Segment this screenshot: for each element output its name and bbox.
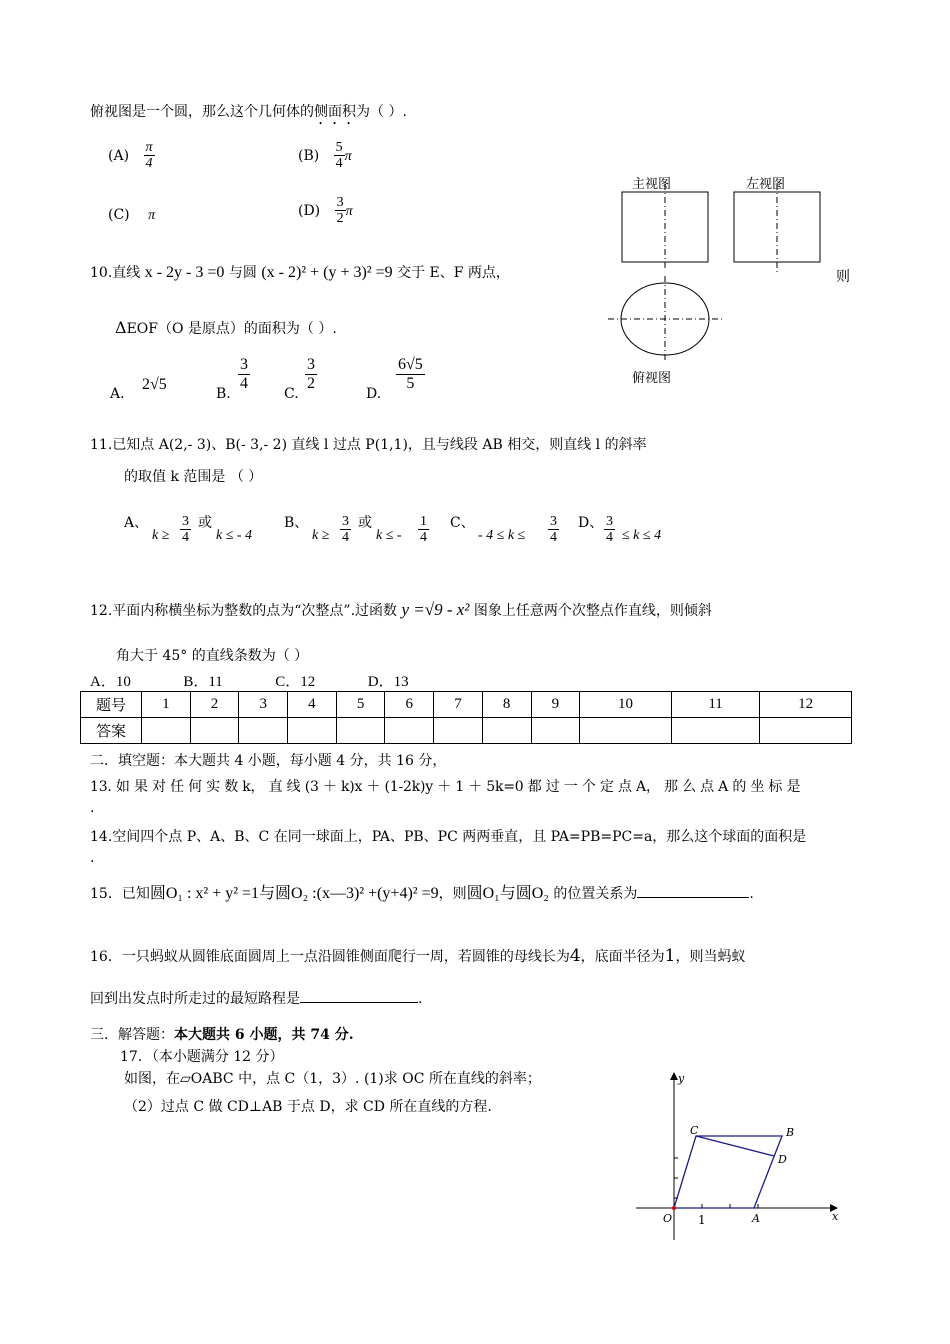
frac-den: 5 — [406, 374, 415, 392]
q12-function: y =√9 - x² — [401, 600, 470, 619]
q10-option-b-fraction — [238, 356, 250, 392]
q12-line2: 角大于 45° 的直线条数为（ ） — [116, 648, 309, 664]
q9-text: 俯视图是一个圆，那么这个几何体的 — [90, 104, 314, 120]
q10-prefix: 10.直线 — [90, 265, 141, 281]
q15-line — [90, 880, 754, 903]
origin-point — [672, 1206, 676, 1210]
q9-line — [90, 101, 407, 128]
q11-option-b-or: 或 — [358, 515, 372, 531]
q11-option-d-label: D、 — [578, 515, 604, 531]
q11-option-b-label: B、 — [284, 515, 309, 531]
q10-option-a-value: 2√5 — [142, 376, 167, 393]
q11-option-a-label: A、 — [124, 515, 149, 531]
q11-line2: 的取值 k 范围是 （ ） — [124, 469, 263, 485]
answer-cell[interactable] — [142, 718, 191, 744]
table-row-label: 答案 — [81, 718, 142, 744]
frac-num: 3 — [550, 514, 557, 529]
q16-line2 — [90, 988, 422, 1008]
q9-option-c — [108, 207, 155, 224]
q9-option-d-tail: π — [345, 203, 353, 219]
answer-cell[interactable] — [580, 718, 672, 744]
frac-num: 3 — [342, 514, 349, 529]
q15-mid: ，则 — [438, 886, 467, 902]
answer-cell[interactable] — [336, 718, 385, 744]
q9-emphasis: 侧面积 — [314, 104, 356, 120]
q11-option-b-pre: k ≥ — [312, 528, 330, 543]
q13-text: 13. 如 果 对 任 何 实 数 k， 直 线 (3 ＋ k)x ＋ (1-2k)y ＋ 1 ＋ 5k=0 都 过 一 个 定 点 A， 那 么 点 A 的 坐 标 是 — [90, 779, 801, 795]
q10-line1 — [90, 262, 510, 282]
q9-option-d — [298, 195, 353, 227]
q11-line1: 11.已知点 A(2,- 3)、B(- 3,- 2) 直线 l 过点 P(1,1)，且与线段 AB 相交，则直线 l 的斜率 — [90, 437, 647, 453]
frac-den: 4 — [182, 530, 189, 546]
frac-num: 3 — [307, 356, 315, 373]
q16-value-2: 1 — [664, 946, 676, 966]
q12-options: A．10 B．11 C．12 D．13 — [90, 674, 409, 690]
answer-cell[interactable] — [760, 718, 852, 744]
frac-num: 1 — [420, 514, 427, 529]
q9-tail: 为（ ）. — [356, 104, 407, 120]
q16-answer-blank[interactable] — [300, 1002, 418, 1003]
answer-cell[interactable] — [671, 718, 760, 744]
q9-option-b-label: (B) — [298, 147, 320, 164]
q11-option-d-tail: ≤ k ≤ 4 — [622, 528, 662, 543]
frac-den: 4 — [240, 374, 248, 392]
frac-den: 4 — [420, 530, 427, 546]
frac-num: 3 — [336, 195, 344, 210]
q9-option-b-tail: π — [344, 148, 352, 164]
label-a: A — [752, 1212, 760, 1225]
label-o: O — [663, 1212, 673, 1225]
q17-line1: 如图，在▱OABC 中，点 C（1，3）. (1)求 OC 所在直线的斜率； — [124, 1071, 541, 1087]
q15-expression2: 圆O₁与圆O₂ — [466, 885, 549, 902]
label-one: 1 — [698, 1213, 706, 1227]
q10-delta: Δ — [115, 318, 127, 337]
answer-cell[interactable] — [482, 718, 531, 744]
q12-line1-tail: 图象上任意两个次整点作直线，则倾斜 — [473, 603, 712, 619]
q16-line2-text: 回到出发点时所走过的最短路程是 — [90, 991, 300, 1007]
segment-cd — [696, 1136, 774, 1156]
q16-end: . — [418, 991, 423, 1007]
q11-option-c-label: C、 — [450, 515, 475, 531]
answer-cell[interactable] — [531, 718, 580, 744]
frac-num: 5 — [335, 140, 343, 155]
label-b: B — [786, 1126, 795, 1139]
frac-num: 3 — [182, 514, 189, 529]
q10-option-a-label: A. — [110, 386, 125, 402]
q9-option-c-label: (C) — [108, 207, 130, 223]
q11-option-a-pre: k ≥ — [152, 528, 170, 543]
q15-prefix: 15．已知 — [90, 886, 150, 902]
q10-option-d-label: D. — [366, 386, 382, 402]
table-header-cell: 2 — [190, 692, 239, 718]
q10-option-c-fraction — [305, 356, 317, 392]
q10-line2-text: EOF（O 是原点）的面积为（ ）. — [126, 321, 337, 337]
table-header-cell: 3 — [239, 692, 288, 718]
q14-text: 14.空间四个点 P、A、B、C 在同一球面上，PA、PB、PC 两两垂直，且 PA=PB=PC=a，那么这个球面的面积是 — [90, 829, 807, 845]
label-d: D — [778, 1153, 787, 1166]
q10-circle-equation: (x - 2)² + (y + 3)² =9 — [261, 264, 393, 281]
q10-mid: 与圆 — [228, 265, 257, 281]
x-axis-label: x — [832, 1210, 839, 1223]
parallelogram-figure — [630, 1068, 850, 1248]
frac-den: 2 — [307, 374, 315, 392]
q11-option-c-fraction — [548, 514, 559, 546]
q17-line2: （2）过点 C 做 CD⊥AB 于点 D，求 CD 所在直线的方程. — [124, 1099, 492, 1115]
section-3-heading — [90, 1024, 354, 1044]
frac-den: 4 — [145, 156, 153, 172]
table-header-cell: 8 — [482, 692, 531, 718]
table-header-cell: 4 — [288, 692, 337, 718]
q13-dot: . — [90, 800, 95, 816]
q16-text-c: ，则当蚂蚁 — [675, 949, 746, 965]
q14-dot: . — [90, 850, 95, 866]
q16-value-1: 4 — [569, 946, 581, 966]
q12-line1 — [90, 600, 712, 620]
frac-den: 4 — [335, 156, 343, 172]
table-header-cell: 9 — [531, 692, 580, 718]
y-axis-label: y — [678, 1072, 685, 1085]
frac-den: 4 — [550, 530, 557, 546]
frac-num: π — [145, 140, 153, 155]
q9-option-c-value: π — [148, 208, 156, 223]
q10-option-c-label: C. — [284, 386, 299, 402]
q9-option-d-fraction — [335, 195, 346, 227]
q9-option-a — [108, 140, 155, 172]
q10-line-equation: x - 2y - 3 =0 — [144, 264, 225, 281]
frac-den: 4 — [342, 530, 349, 546]
q16-text-a: 16．一只蚂蚁从圆锥底面圆周上一点沿圆锥侧面爬行一周，若圆锥的母线长为 — [90, 949, 570, 965]
q11-option-a-or: 或 — [198, 515, 212, 531]
q11-option-b-fraction — [340, 514, 351, 546]
front-view-label: 主视图 — [632, 177, 672, 192]
q9-option-b — [298, 140, 352, 172]
q9-option-b-fraction — [334, 140, 345, 172]
table-header-cell: 10 — [580, 692, 672, 718]
table-header-cell: 1 — [142, 692, 191, 718]
top-view-label: 俯视图 — [632, 371, 672, 386]
q15-end: . — [749, 886, 754, 902]
section-3-prefix: 三．解答题： — [90, 1027, 174, 1043]
answer-table — [80, 691, 852, 744]
left-view-label: 左视图 — [746, 177, 786, 192]
q11-option-d-fraction — [604, 514, 615, 546]
q11-option-b-fraction2 — [418, 514, 429, 546]
q10-then: 则 — [836, 269, 850, 285]
q9-option-d-label: (D) — [298, 202, 321, 219]
q11-option-c-pre: - 4 ≤ k ≤ — [478, 528, 526, 543]
frac-den: 2 — [336, 211, 344, 227]
table-header-cell: 题号 — [81, 692, 142, 718]
answer-table-answer-row — [81, 718, 852, 744]
table-header-cell: 7 — [434, 692, 483, 718]
q15-tail: 的位置关系为 — [553, 886, 638, 902]
q15-answer-blank[interactable] — [637, 897, 749, 898]
q10-option-b-label: B. — [216, 386, 231, 402]
frac-num: 3 — [240, 356, 248, 373]
table-header-cell: 12 — [760, 692, 852, 718]
answer-table-header-row — [81, 692, 852, 718]
q9-option-a-label: (A) — [108, 147, 130, 164]
q10-option-d-fraction — [396, 356, 425, 392]
table-header-cell: 6 — [385, 692, 434, 718]
parallelogram-oabc — [674, 1136, 782, 1208]
answer-cell[interactable] — [434, 718, 483, 744]
table-header-cell: 5 — [336, 692, 385, 718]
q10-line2 — [115, 318, 337, 338]
q11-option-a-fraction — [180, 514, 191, 546]
section-3-bold: 本大题共 6 小题，共 74 分. — [174, 1027, 354, 1043]
q16-line1 — [90, 946, 745, 966]
q17-title: 17．（本小题满分 12 分） — [120, 1049, 284, 1065]
q16-text-b: ，底面半径为 — [580, 949, 665, 965]
frac-num: 3 — [606, 514, 613, 529]
answer-cell[interactable] — [288, 718, 337, 744]
table-header-cell: 11 — [671, 692, 760, 718]
answer-cell[interactable] — [190, 718, 239, 744]
q10-tail: 交于 E、F 两点， — [397, 265, 510, 281]
answer-cell[interactable] — [385, 718, 434, 744]
q11-option-a-tail: k ≤ - 4 — [216, 528, 253, 543]
section-2-heading: 二．填空题：本大题共 4 小题，每小题 4 分，共 16 分， — [90, 753, 447, 769]
q15-expression: 圆O₁ : x² + y² =1与圆O₂ :(x—3)² +(y+4)² =9 — [149, 885, 439, 902]
answer-cell[interactable] — [239, 718, 288, 744]
frac-den: 4 — [606, 530, 613, 546]
label-c: C — [690, 1124, 699, 1137]
q11-option-b-tail: k ≤ - — [376, 528, 402, 543]
q12-line1-text: 12.平面内称横坐标为整数的点为“次整点”.过函数 — [90, 603, 398, 619]
three-views-figure — [600, 170, 840, 390]
frac-num: 6√5 — [398, 356, 423, 373]
q9-option-a-fraction — [144, 140, 155, 172]
